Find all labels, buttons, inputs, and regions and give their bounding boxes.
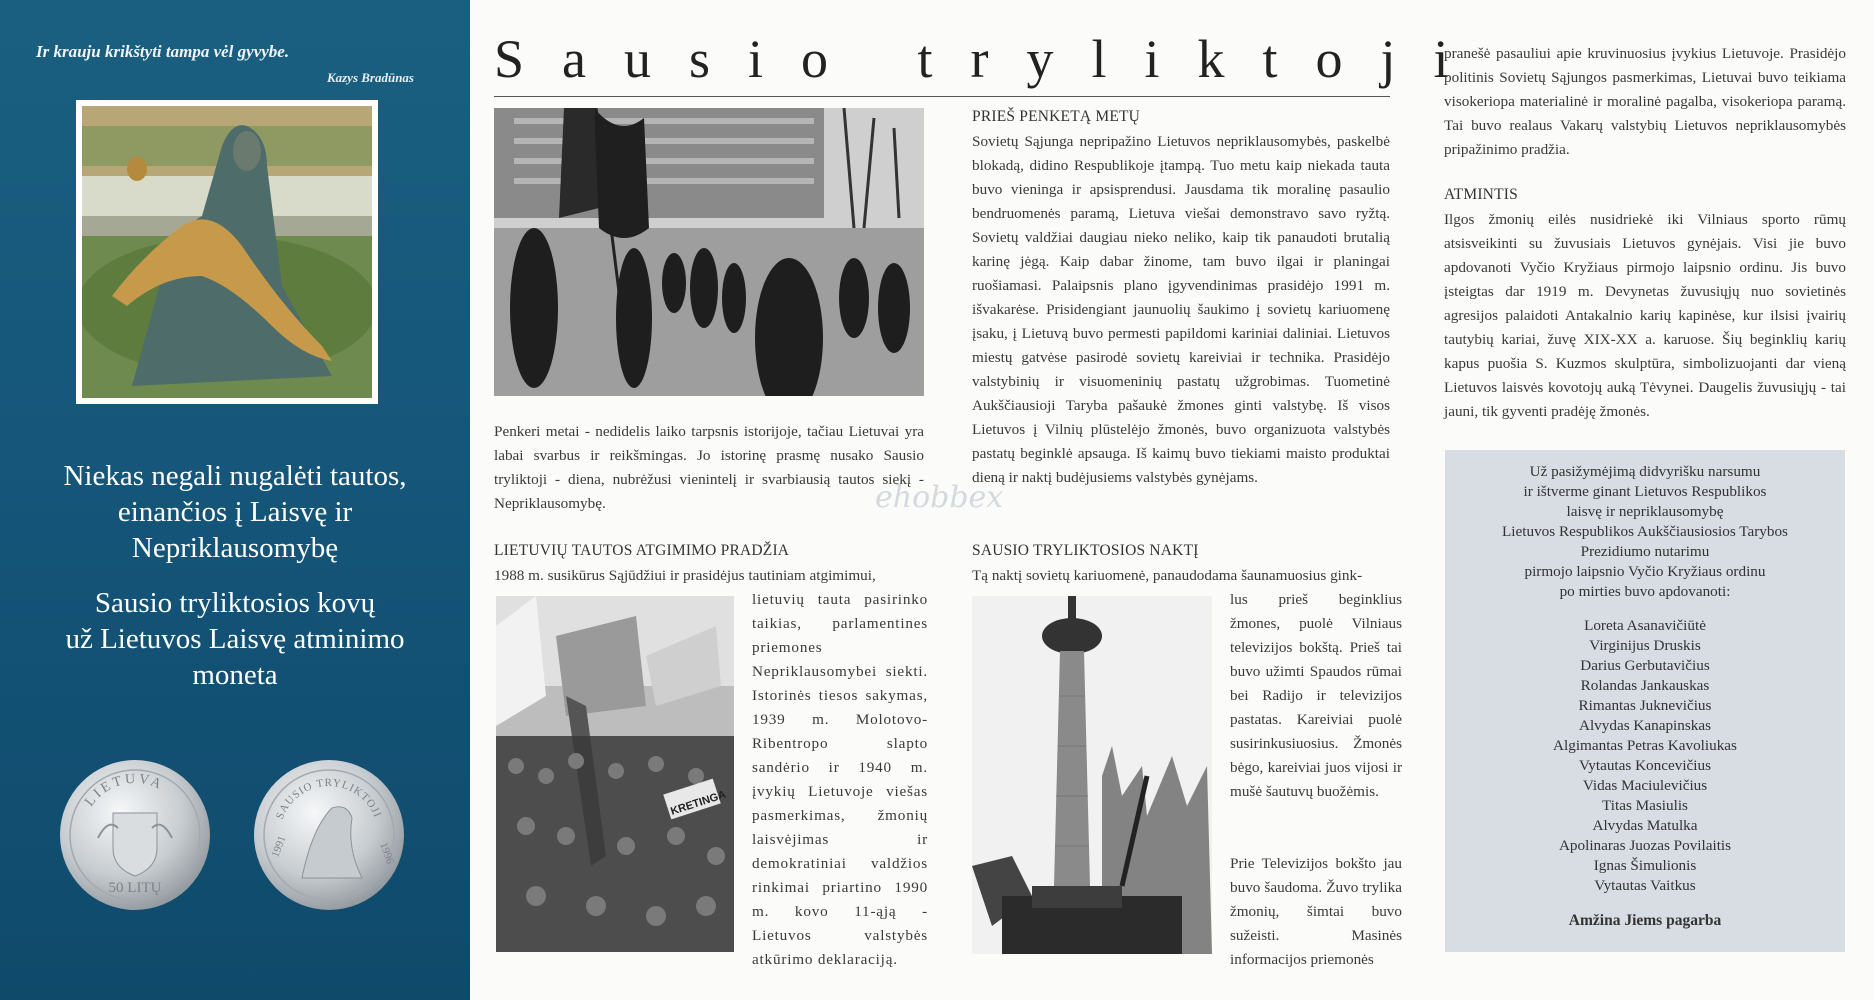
slogan-line: einančios į Laisvę ir bbox=[117, 496, 353, 528]
fallen-name: Alvydas Kanapinskas bbox=[1578, 717, 1712, 734]
january-night-paragraph-2: Prie Televizijos bokšto jau buvo šaudoma. Žuvo trylika žmonių, šimtai buvo sužeisti. Masinės informacijos priemonės bbox=[1230, 855, 1402, 968]
section-heading-january-night: SAUSIO TRYLIKTOSIOS NAKTĮ bbox=[972, 542, 1199, 559]
epigraph-author: Kazys Bradūnas bbox=[326, 70, 414, 85]
section-heading-awakening: LIETUVIŲ TAUTOS ATGIMIMO PRADŽIA bbox=[494, 542, 790, 559]
epigraph-quote: Ir krauju krikštyti tampa vėl gyvybe. bbox=[36, 42, 290, 61]
january-night-first-line: Tą naktį sovietų kariuomenė, panaudodama šaunamuosius gink- bbox=[972, 567, 1363, 584]
title-rule bbox=[494, 96, 1390, 97]
awakening-first-line: 1988 m. susikūrus Sąjūdžiui ir prasidėjus tautiniam atgimimui, bbox=[494, 567, 876, 584]
awakening-paragraph: lietuvių tauta pasirinko taikias, parlamentines priemones Nepriklausomybei siekti. Istorinės tiesos sakymas, 1939 m. Molotovo-Ribentropo slapto sandėrio ir 1940 m. įvykių Lietuvoje viešas pasmerkimas, žmonių laisvėjimas ir demokratiniai valdžios rinkimai priartino 1990 m. kovo 11-ąją - Lietuvos valstybės atkūrimo deklaraciją. bbox=[752, 591, 928, 968]
slogan-coin bbox=[30, 585, 440, 693]
aftermath-paragraph: pranešė pasauliui apie kruvinuosius įvykius Lietuvoje. Prasidėjo politinis Sovietų Sąjungos pasmerkimas, Lietuvai buvo teikiama visokeriopa materialinė ir moralinė pagalba, visokeriopa paramą. Tai buvo realaus Vakarų valstybių Lietuvos nepriklausomybės pripažinimo pradžia. bbox=[1444, 45, 1846, 158]
january-night-paragraph: lus prieš beginklius žmones, puolė Vilniaus televizijos bokštą. Prieš tai buvo užimti Spaudos rūmai bei Radijo ir televizijos pastatas. Kareiviai puolė susirinkusiuosius. Žmonės bėgo, kareiviai juos vijosi ir mušė šautuvų buožėmis. bbox=[1230, 591, 1402, 800]
memorial-closing: Amžina Jiems pagarba bbox=[1568, 912, 1722, 929]
memorial-box bbox=[1445, 450, 1845, 952]
fallen-name: Rolandas Jankauskas bbox=[1580, 677, 1710, 694]
fallen-name: Vytautas Koncevičius bbox=[1578, 757, 1711, 774]
kretinga-sign-text: KRETINGA bbox=[669, 788, 728, 818]
fallen-name: Ignas Šimulionis bbox=[1593, 857, 1697, 874]
coin-obverse bbox=[58, 758, 212, 912]
cover-panel bbox=[0, 0, 470, 1000]
watermark: ehobbex bbox=[875, 480, 1004, 515]
award-intro-line: po mirties buvo apdovanoti: bbox=[1559, 583, 1731, 600]
slogan-line: Nepriklausomybę bbox=[131, 532, 339, 564]
memory-paragraph: Ilgos žmonių eilės nusidriekė iki Vilniaus sporto rūmų atsisveikinti su žuvusiais Lietuvos gynėjais. Visi jie buvo apdovanoti Vyčio Kryžiaus pirmojo laipsnio ordinu. Jis buvo įsteigtas dar 1919 m. Devynetas žuvusiųjų nuo sovietinės agresijos palaidoti Antakalnio karių kapinėse, kur ilsisi įvairių tautybių kariai, žuvę XIX-XX a. karuose. Šių beginklių karių kapus puošia S. Kuzmos skulptūra, simbolizuojanti dar vieną Lietuvos laisvės kovotojų auką Tėvynei. Daugelis žuvusiųjų - tai jauni, tik gyventi pradėję žmonės. bbox=[1444, 211, 1846, 420]
slogan-line: Niekas negali nugalėti tautos, bbox=[63, 460, 407, 492]
award-intro bbox=[1455, 462, 1835, 602]
fallen-name: Algimantas Petras Kavoliukas bbox=[1553, 737, 1737, 754]
coin-value-text: 50 LITŲ bbox=[108, 880, 162, 896]
slogan-freedom bbox=[30, 458, 440, 566]
section-heading-five-years: PRIEŠ PENKETĄ METŲ bbox=[972, 108, 1141, 125]
slogan-line: Sausio tryliktosios kovų bbox=[94, 587, 376, 619]
fallen-name: Vytautas Vaitkus bbox=[1594, 877, 1696, 894]
fallen-name: Apolinaras Juozas Povilaitis bbox=[1558, 837, 1732, 854]
fallen-name: Vidas Maciulevičius bbox=[1582, 777, 1708, 794]
coin-ring-text: SAUSIO TRYLIKTOJI bbox=[273, 776, 384, 821]
award-intro-line: ir ištverme ginant Lietuvos Respublikos bbox=[1523, 483, 1767, 500]
fallen-names-list bbox=[1455, 616, 1835, 896]
fallen-name: Alvydas Matulka bbox=[1592, 817, 1698, 834]
intro-paragraph: Penkeri metai - nedidelis laiko tarpsnis istorijoje, tačiau Lietuvai yra labai svarbus ir reikšmingas. Jo istorinę prasmę nusako Sausio tryliktoji - diena, nubrėžusi vienintelį ir svarbiausią tautos siekį - Nepriklausomybę. bbox=[494, 423, 924, 512]
fallen-name: Darius Gerbutavičius bbox=[1580, 657, 1710, 674]
coin-year-left: 1991 bbox=[269, 834, 289, 860]
award-intro-line: laisvę ir nepriklausomybę bbox=[1566, 503, 1724, 520]
crowd-rally-photo bbox=[496, 596, 734, 952]
slogan-line: už Lietuvos Laisvę atminimo bbox=[65, 623, 405, 655]
fallen-name: Loreta Asanavičiūtė bbox=[1584, 617, 1706, 634]
coin-reverse bbox=[252, 758, 406, 912]
five-years-paragraph: Sovietų Sąjunga nepripažino Lietuvos nepriklausomybės, paskelbė blokadą, didino Respublikoje įtampą. Tuo metu kaip niekada tauta buvo vieninga ir apsisprendusi. Jausdama tik moralinę pasaulio bendruomenės paramą, Lietuva viešai demonstravo savo ryžtą. Sovietų valdžiai daugiau nieko neliko, kaip tik panaudoti brutalią karinę jėgą. Kaip dabar žinome, tam buvo ilgai ir planingai ruošiamasi. Palaipsnis plano įgyvendinimas prasidėjo 1991 m. išvakarėse. Prisidengiant jaunuolių šaukimo į sovietų kariuomenę įsaku, į Lietuvą buvo permesti papildomi kariniai daliniai. Lietuvos miestų gatvėse pasirodė sovietų kareiviai ir technika. Prasidėjo valstybinių ir visuomeninių pastatų užgrobimas. Tuometinė Aukščiausioji Taryba pašaukė žmones ginti valstybę. Iš visos Lietuvos į Vilnių plūstelėjo žmonės, buvo organizuota valstybės pastatų beginklė apsauga. Iš kaimų buvo tiekiami maisto produktai dieną ir naktį budėjusiems valstybės gynėjams. bbox=[972, 133, 1390, 486]
award-intro-line: Prezidiumo nutarimu bbox=[1580, 543, 1710, 560]
pieta-sculpture-photo bbox=[76, 100, 378, 404]
fallen-name: Rimantas Juknevičius bbox=[1578, 697, 1712, 714]
fallen-name: Virginijus Druskis bbox=[1589, 637, 1701, 654]
tv-tower-photo bbox=[972, 596, 1212, 954]
memorial-panel bbox=[1420, 0, 1874, 1000]
coin-ring-text: LIETUVA bbox=[82, 771, 166, 810]
protest-flag-photo bbox=[494, 108, 924, 396]
page-title: Sausio tryliktoji bbox=[494, 29, 1487, 89]
award-intro-line: pirmojo laipsnio Vyčio Kryžiaus ordinu bbox=[1524, 563, 1766, 580]
award-intro-line: Lietuvos Respublikos Aukščiausiosios Tarybos bbox=[1502, 523, 1788, 540]
section-heading-memory: ATMINTIS bbox=[1444, 186, 1518, 203]
coin-year-right: 1996 bbox=[377, 840, 396, 866]
slogan-line: moneta bbox=[192, 659, 278, 691]
award-intro-line: Už pasižymėjimą didvyrišku narsumu bbox=[1529, 463, 1761, 480]
fallen-name: Titas Masiulis bbox=[1602, 797, 1688, 814]
